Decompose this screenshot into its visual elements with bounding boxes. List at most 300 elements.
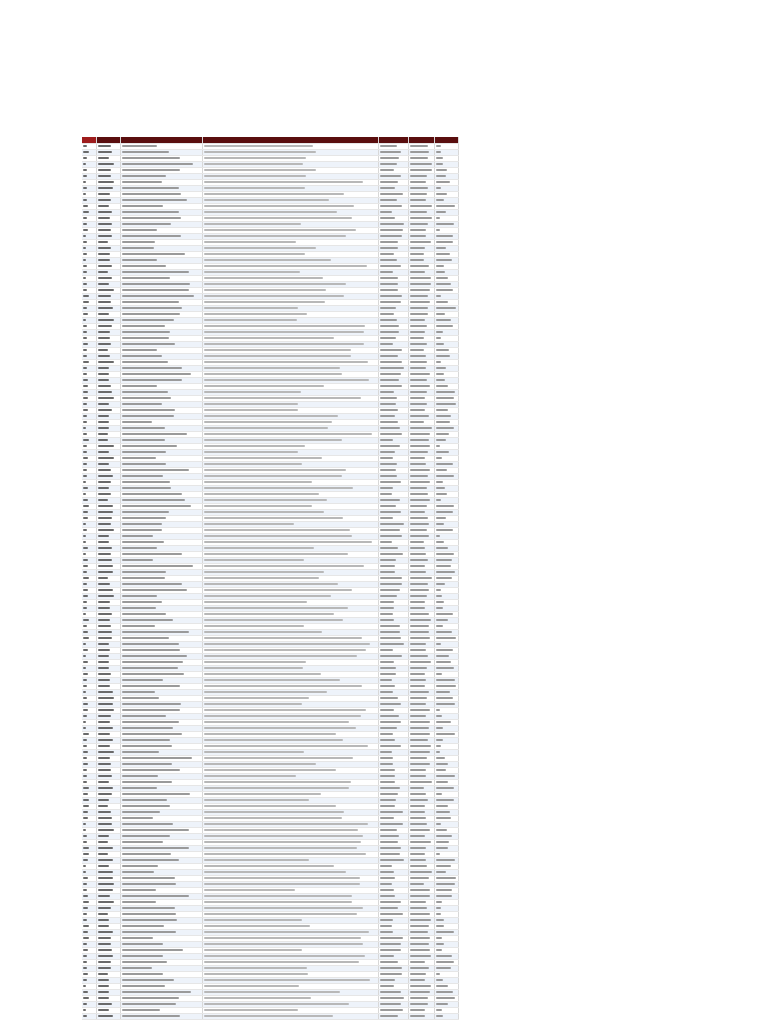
placeholder-text-line xyxy=(436,913,441,915)
placeholder-text-line xyxy=(204,565,364,567)
placeholder-text-line xyxy=(98,643,109,645)
placeholder-text-line xyxy=(98,331,110,333)
placeholder-text-line xyxy=(380,781,395,783)
placeholder-text-line xyxy=(122,757,192,759)
placeholder-text-line xyxy=(380,427,400,429)
placeholder-text-line xyxy=(122,775,158,777)
placeholder-text-line xyxy=(380,175,401,177)
placeholder-text-line xyxy=(204,529,350,531)
placeholder-text-line xyxy=(436,781,448,783)
placeholder-text-line xyxy=(122,769,180,771)
placeholder-text-line xyxy=(410,925,429,927)
placeholder-text-line xyxy=(410,667,427,669)
placeholder-text-line xyxy=(436,403,456,405)
placeholder-text-line xyxy=(410,1003,428,1005)
placeholder-text-line xyxy=(204,319,297,321)
placeholder-text-line xyxy=(122,547,157,549)
placeholder-text-line xyxy=(204,325,365,327)
placeholder-text-line xyxy=(83,163,86,165)
cell-address xyxy=(202,341,378,347)
placeholder-text-line xyxy=(122,619,173,621)
placeholder-text-line xyxy=(204,571,324,573)
placeholder-text-line xyxy=(98,517,112,519)
placeholder-text-line xyxy=(436,235,453,237)
placeholder-text-line xyxy=(83,235,86,237)
placeholder-text-line xyxy=(380,433,402,435)
placeholder-text-line xyxy=(380,745,401,747)
placeholder-text-line xyxy=(410,481,430,483)
placeholder-text-line xyxy=(436,277,448,279)
placeholder-text-line xyxy=(83,739,87,741)
placeholder-text-line xyxy=(98,205,109,207)
placeholder-text-line xyxy=(380,373,401,375)
placeholder-text-line xyxy=(204,805,336,807)
placeholder-text-line xyxy=(436,577,452,579)
placeholder-text-line xyxy=(380,835,399,837)
placeholder-text-line xyxy=(410,325,427,327)
placeholder-text-line xyxy=(122,943,163,945)
placeholder-text-line xyxy=(122,613,166,615)
placeholder-text-line xyxy=(380,697,398,699)
placeholder-text-line xyxy=(122,517,166,519)
placeholder-text-line xyxy=(436,295,441,297)
placeholder-text-line xyxy=(83,541,86,543)
document-title xyxy=(82,130,442,136)
placeholder-text-line xyxy=(436,505,454,507)
placeholder-text-line xyxy=(380,547,398,549)
placeholder-text-line xyxy=(98,991,109,993)
placeholder-text-line xyxy=(122,397,171,399)
placeholder-text-line xyxy=(410,259,424,261)
placeholder-text-line xyxy=(410,355,426,357)
placeholder-text-line xyxy=(204,913,357,915)
placeholder-text-line xyxy=(83,1009,86,1011)
placeholder-text-line xyxy=(410,379,427,381)
placeholder-text-line xyxy=(380,865,392,867)
placeholder-text-line xyxy=(436,643,441,645)
placeholder-text-line xyxy=(122,331,170,333)
placeholder-text-line xyxy=(436,1003,448,1005)
placeholder-text-line xyxy=(436,223,454,225)
placeholder-text-line xyxy=(204,289,326,291)
placeholder-text-line xyxy=(122,349,157,351)
table-row xyxy=(82,551,458,557)
placeholder-text-line xyxy=(410,997,428,999)
placeholder-text-line xyxy=(204,391,301,393)
placeholder-text-line xyxy=(204,199,329,201)
placeholder-text-line xyxy=(122,913,176,915)
placeholder-text-line xyxy=(436,637,456,639)
placeholder-text-line xyxy=(204,397,361,399)
placeholder-text-line xyxy=(122,655,187,657)
cell-address xyxy=(202,743,378,749)
placeholder-text-line xyxy=(122,247,154,249)
placeholder-text-line xyxy=(204,817,342,819)
placeholder-text-line xyxy=(380,1003,401,1005)
placeholder-text-line xyxy=(98,271,108,273)
placeholder-text-line xyxy=(436,853,440,855)
placeholder-text-line xyxy=(436,433,449,435)
placeholder-text-line xyxy=(380,625,400,627)
placeholder-text-line xyxy=(83,469,87,471)
placeholder-text-line xyxy=(436,655,449,657)
placeholder-text-line xyxy=(83,571,87,573)
placeholder-text-line xyxy=(83,865,86,867)
placeholder-text-line xyxy=(83,319,86,321)
placeholder-text-line xyxy=(83,883,87,885)
placeholder-text-line xyxy=(410,865,427,867)
cell-phone-2 xyxy=(434,731,458,737)
table-row xyxy=(82,1013,458,1019)
placeholder-text-line xyxy=(410,937,430,939)
placeholder-text-line xyxy=(204,373,342,375)
placeholder-text-line xyxy=(436,943,444,945)
placeholder-text-line xyxy=(98,685,110,687)
placeholder-text-line xyxy=(122,955,163,957)
placeholder-text-line xyxy=(83,805,89,807)
cell-phone-2 xyxy=(434,875,458,881)
placeholder-text-line xyxy=(204,709,366,711)
placeholder-text-line xyxy=(122,301,179,303)
cell-phone-1 xyxy=(408,839,434,845)
placeholder-text-line xyxy=(436,517,446,519)
placeholder-text-line xyxy=(98,343,111,345)
placeholder-text-line xyxy=(436,949,442,951)
placeholder-text-line xyxy=(204,715,361,717)
placeholder-text-line xyxy=(204,751,304,753)
placeholder-text-line xyxy=(410,907,427,909)
placeholder-text-line xyxy=(122,433,187,435)
cell-phone-2 xyxy=(434,683,458,689)
placeholder-text-line xyxy=(204,187,305,189)
placeholder-text-line xyxy=(436,997,455,999)
placeholder-text-line xyxy=(122,985,165,987)
placeholder-text-line xyxy=(122,895,189,897)
placeholder-text-line xyxy=(122,835,170,837)
placeholder-text-line xyxy=(436,859,455,861)
placeholder-text-line xyxy=(98,847,113,849)
cell-phone-2 xyxy=(434,569,458,575)
placeholder-text-line xyxy=(380,955,394,957)
placeholder-text-line xyxy=(122,595,157,597)
placeholder-text-line xyxy=(122,865,158,867)
placeholder-text-line xyxy=(98,559,112,561)
cell-address xyxy=(202,929,378,935)
placeholder-text-line xyxy=(436,463,453,465)
placeholder-text-line xyxy=(98,295,111,297)
placeholder-text-line xyxy=(83,283,87,285)
placeholder-text-line xyxy=(380,589,400,591)
placeholder-text-line xyxy=(204,883,360,885)
placeholder-text-line xyxy=(410,553,426,555)
placeholder-text-line xyxy=(410,199,426,201)
placeholder-text-line xyxy=(122,643,179,645)
placeholder-text-line xyxy=(380,187,395,189)
placeholder-text-line xyxy=(204,583,338,585)
placeholder-text-line xyxy=(83,895,88,897)
placeholder-text-line xyxy=(436,529,453,531)
placeholder-text-line xyxy=(122,535,153,537)
placeholder-text-line xyxy=(380,847,401,849)
placeholder-text-line xyxy=(98,865,109,867)
placeholder-text-line xyxy=(122,181,162,183)
placeholder-text-line xyxy=(204,769,336,771)
placeholder-text-line xyxy=(122,415,174,417)
placeholder-text-line xyxy=(410,193,427,195)
placeholder-text-line xyxy=(83,379,88,381)
placeholder-text-line xyxy=(83,577,89,579)
placeholder-text-line xyxy=(98,973,108,975)
cell-address xyxy=(202,683,378,689)
cell-phone-2 xyxy=(434,389,458,395)
placeholder-text-line xyxy=(204,967,307,969)
placeholder-text-line xyxy=(98,325,112,327)
placeholder-text-line xyxy=(98,979,109,981)
placeholder-text-line xyxy=(83,613,86,615)
placeholder-text-line xyxy=(122,601,162,603)
placeholder-text-line xyxy=(436,793,442,795)
placeholder-text-line xyxy=(122,937,153,939)
placeholder-text-line xyxy=(204,919,302,921)
placeholder-text-line xyxy=(122,685,180,687)
placeholder-text-line xyxy=(436,961,454,963)
placeholder-text-line xyxy=(83,325,87,327)
placeholder-text-line xyxy=(380,829,397,831)
table-row xyxy=(82,911,458,917)
placeholder-text-line xyxy=(83,817,88,819)
placeholder-text-line xyxy=(380,949,401,951)
placeholder-text-line xyxy=(98,799,109,801)
cell-address xyxy=(202,323,378,329)
cell-phone-1 xyxy=(408,659,434,665)
placeholder-text-line xyxy=(380,619,394,621)
placeholder-text-line xyxy=(98,985,109,987)
placeholder-text-line xyxy=(122,475,163,477)
placeholder-text-line xyxy=(122,733,182,735)
placeholder-text-line xyxy=(122,877,175,879)
placeholder-text-line xyxy=(204,679,340,681)
placeholder-text-line xyxy=(436,217,440,219)
placeholder-text-line xyxy=(122,163,193,165)
placeholder-text-line xyxy=(204,385,324,387)
placeholder-text-line xyxy=(98,775,112,777)
placeholder-text-line xyxy=(83,361,89,363)
placeholder-text-line xyxy=(380,511,401,513)
placeholder-text-line xyxy=(98,745,110,747)
placeholder-text-line xyxy=(204,895,352,897)
placeholder-text-line xyxy=(98,397,114,399)
placeholder-text-line xyxy=(380,823,403,825)
placeholder-text-line xyxy=(98,751,114,753)
placeholder-text-line xyxy=(410,475,428,477)
placeholder-text-line xyxy=(122,805,170,807)
placeholder-text-line xyxy=(380,961,398,963)
placeholder-text-line xyxy=(410,679,426,681)
placeholder-text-line xyxy=(410,403,427,405)
cell-address xyxy=(202,227,378,233)
placeholder-text-line xyxy=(122,883,176,885)
placeholder-text-line xyxy=(410,229,426,231)
placeholder-text-line xyxy=(204,643,370,645)
placeholder-text-line xyxy=(83,961,87,963)
placeholder-text-line xyxy=(122,559,153,561)
placeholder-text-line xyxy=(98,157,109,159)
placeholder-text-line xyxy=(410,895,430,897)
placeholder-text-line xyxy=(122,241,155,243)
placeholder-text-line xyxy=(410,547,425,549)
placeholder-text-line xyxy=(436,595,442,597)
placeholder-text-line xyxy=(83,763,88,765)
placeholder-text-line xyxy=(122,799,167,801)
placeholder-text-line xyxy=(436,361,441,363)
placeholder-text-line xyxy=(98,379,109,381)
placeholder-text-line xyxy=(204,361,368,363)
placeholder-text-line xyxy=(436,151,441,153)
placeholder-text-line xyxy=(436,253,450,255)
placeholder-text-line xyxy=(436,673,442,675)
placeholder-text-line xyxy=(98,535,109,537)
cell-agent xyxy=(120,503,202,509)
placeholder-text-line xyxy=(122,967,152,969)
placeholder-text-line xyxy=(83,355,87,357)
placeholder-text-line xyxy=(122,193,181,195)
placeholder-text-line xyxy=(204,247,316,249)
placeholder-text-line xyxy=(436,541,444,543)
placeholder-text-line xyxy=(204,463,302,465)
placeholder-text-line xyxy=(122,175,166,177)
placeholder-text-line xyxy=(98,349,108,351)
placeholder-text-line xyxy=(436,937,442,939)
cell-address xyxy=(202,539,378,545)
placeholder-text-line xyxy=(122,391,168,393)
placeholder-text-line xyxy=(83,445,87,447)
cell-address xyxy=(202,377,378,383)
placeholder-text-line xyxy=(380,805,395,807)
placeholder-text-line xyxy=(83,247,86,249)
placeholder-text-line xyxy=(98,841,108,843)
placeholder-text-line xyxy=(436,769,446,771)
placeholder-text-line xyxy=(204,757,353,759)
placeholder-text-line xyxy=(204,493,319,495)
placeholder-text-line xyxy=(122,277,170,279)
placeholder-text-line xyxy=(380,907,398,909)
placeholder-text-line xyxy=(380,967,402,969)
placeholder-text-line xyxy=(436,907,441,909)
placeholder-text-line xyxy=(204,379,369,381)
placeholder-text-line xyxy=(410,835,425,837)
placeholder-text-line xyxy=(436,265,444,267)
placeholder-text-line xyxy=(380,451,395,453)
cell-phone-2 xyxy=(434,635,458,641)
placeholder-text-line xyxy=(436,349,449,351)
placeholder-text-line xyxy=(410,673,425,675)
placeholder-text-line xyxy=(98,577,108,579)
placeholder-text-line xyxy=(98,427,109,429)
placeholder-text-line xyxy=(83,529,87,531)
cell-address xyxy=(202,851,378,857)
placeholder-text-line xyxy=(204,343,364,345)
placeholder-text-line xyxy=(122,283,190,285)
placeholder-text-line xyxy=(98,949,112,951)
placeholder-text-line xyxy=(204,253,305,255)
placeholder-text-line xyxy=(380,871,394,873)
placeholder-text-line xyxy=(436,985,448,987)
placeholder-text-line xyxy=(122,361,168,363)
placeholder-text-line xyxy=(410,295,428,297)
placeholder-text-line xyxy=(83,517,88,519)
placeholder-text-line xyxy=(122,403,162,405)
placeholder-text-line xyxy=(83,511,88,513)
placeholder-text-line xyxy=(436,751,440,753)
placeholder-text-line xyxy=(204,649,366,651)
placeholder-text-line xyxy=(122,367,182,369)
cell-phone-2 xyxy=(434,773,458,779)
placeholder-text-line xyxy=(122,169,180,171)
placeholder-text-line xyxy=(83,733,89,735)
placeholder-text-line xyxy=(83,145,87,147)
placeholder-text-line xyxy=(436,343,444,345)
placeholder-text-line xyxy=(436,649,453,651)
placeholder-text-line xyxy=(436,607,443,609)
placeholder-text-line xyxy=(204,151,316,153)
placeholder-text-line xyxy=(98,787,113,789)
placeholder-text-line xyxy=(410,955,431,957)
placeholder-text-line xyxy=(83,991,88,993)
placeholder-text-line xyxy=(436,289,453,291)
placeholder-text-line xyxy=(380,817,394,819)
placeholder-text-line xyxy=(410,805,425,807)
placeholder-text-line xyxy=(98,877,113,879)
placeholder-text-line xyxy=(380,895,395,897)
placeholder-text-line xyxy=(204,313,307,315)
placeholder-text-line xyxy=(436,589,441,591)
placeholder-text-line xyxy=(380,613,393,615)
placeholder-text-line xyxy=(83,307,87,309)
placeholder-text-line xyxy=(380,685,395,687)
placeholder-text-line xyxy=(83,259,86,261)
placeholder-text-line xyxy=(380,985,394,987)
placeholder-text-line xyxy=(98,499,108,501)
placeholder-text-line xyxy=(83,799,89,801)
placeholder-text-line xyxy=(436,625,443,627)
placeholder-text-line xyxy=(380,421,398,423)
placeholder-text-line xyxy=(204,763,316,765)
placeholder-text-line xyxy=(83,715,87,717)
placeholder-text-line xyxy=(410,709,430,711)
placeholder-text-line xyxy=(204,163,303,165)
placeholder-text-line xyxy=(410,415,429,417)
placeholder-text-line xyxy=(122,469,189,471)
cell-phone-1 xyxy=(408,425,434,431)
cell-phone-1 xyxy=(408,1013,434,1019)
placeholder-text-line xyxy=(122,493,182,495)
placeholder-text-line xyxy=(122,673,184,675)
placeholder-text-line xyxy=(204,271,300,273)
placeholder-text-line xyxy=(98,895,110,897)
placeholder-text-line xyxy=(98,1009,109,1011)
placeholder-text-line xyxy=(83,859,88,861)
placeholder-text-line xyxy=(436,883,455,885)
placeholder-text-line xyxy=(380,979,395,981)
placeholder-text-line xyxy=(380,565,395,567)
placeholder-text-line xyxy=(98,475,113,477)
placeholder-text-line xyxy=(83,985,86,987)
placeholder-text-line xyxy=(436,709,440,711)
placeholder-text-line xyxy=(204,145,313,147)
cell-address xyxy=(202,395,378,401)
placeholder-text-line xyxy=(98,901,114,903)
placeholder-text-line xyxy=(410,565,425,567)
